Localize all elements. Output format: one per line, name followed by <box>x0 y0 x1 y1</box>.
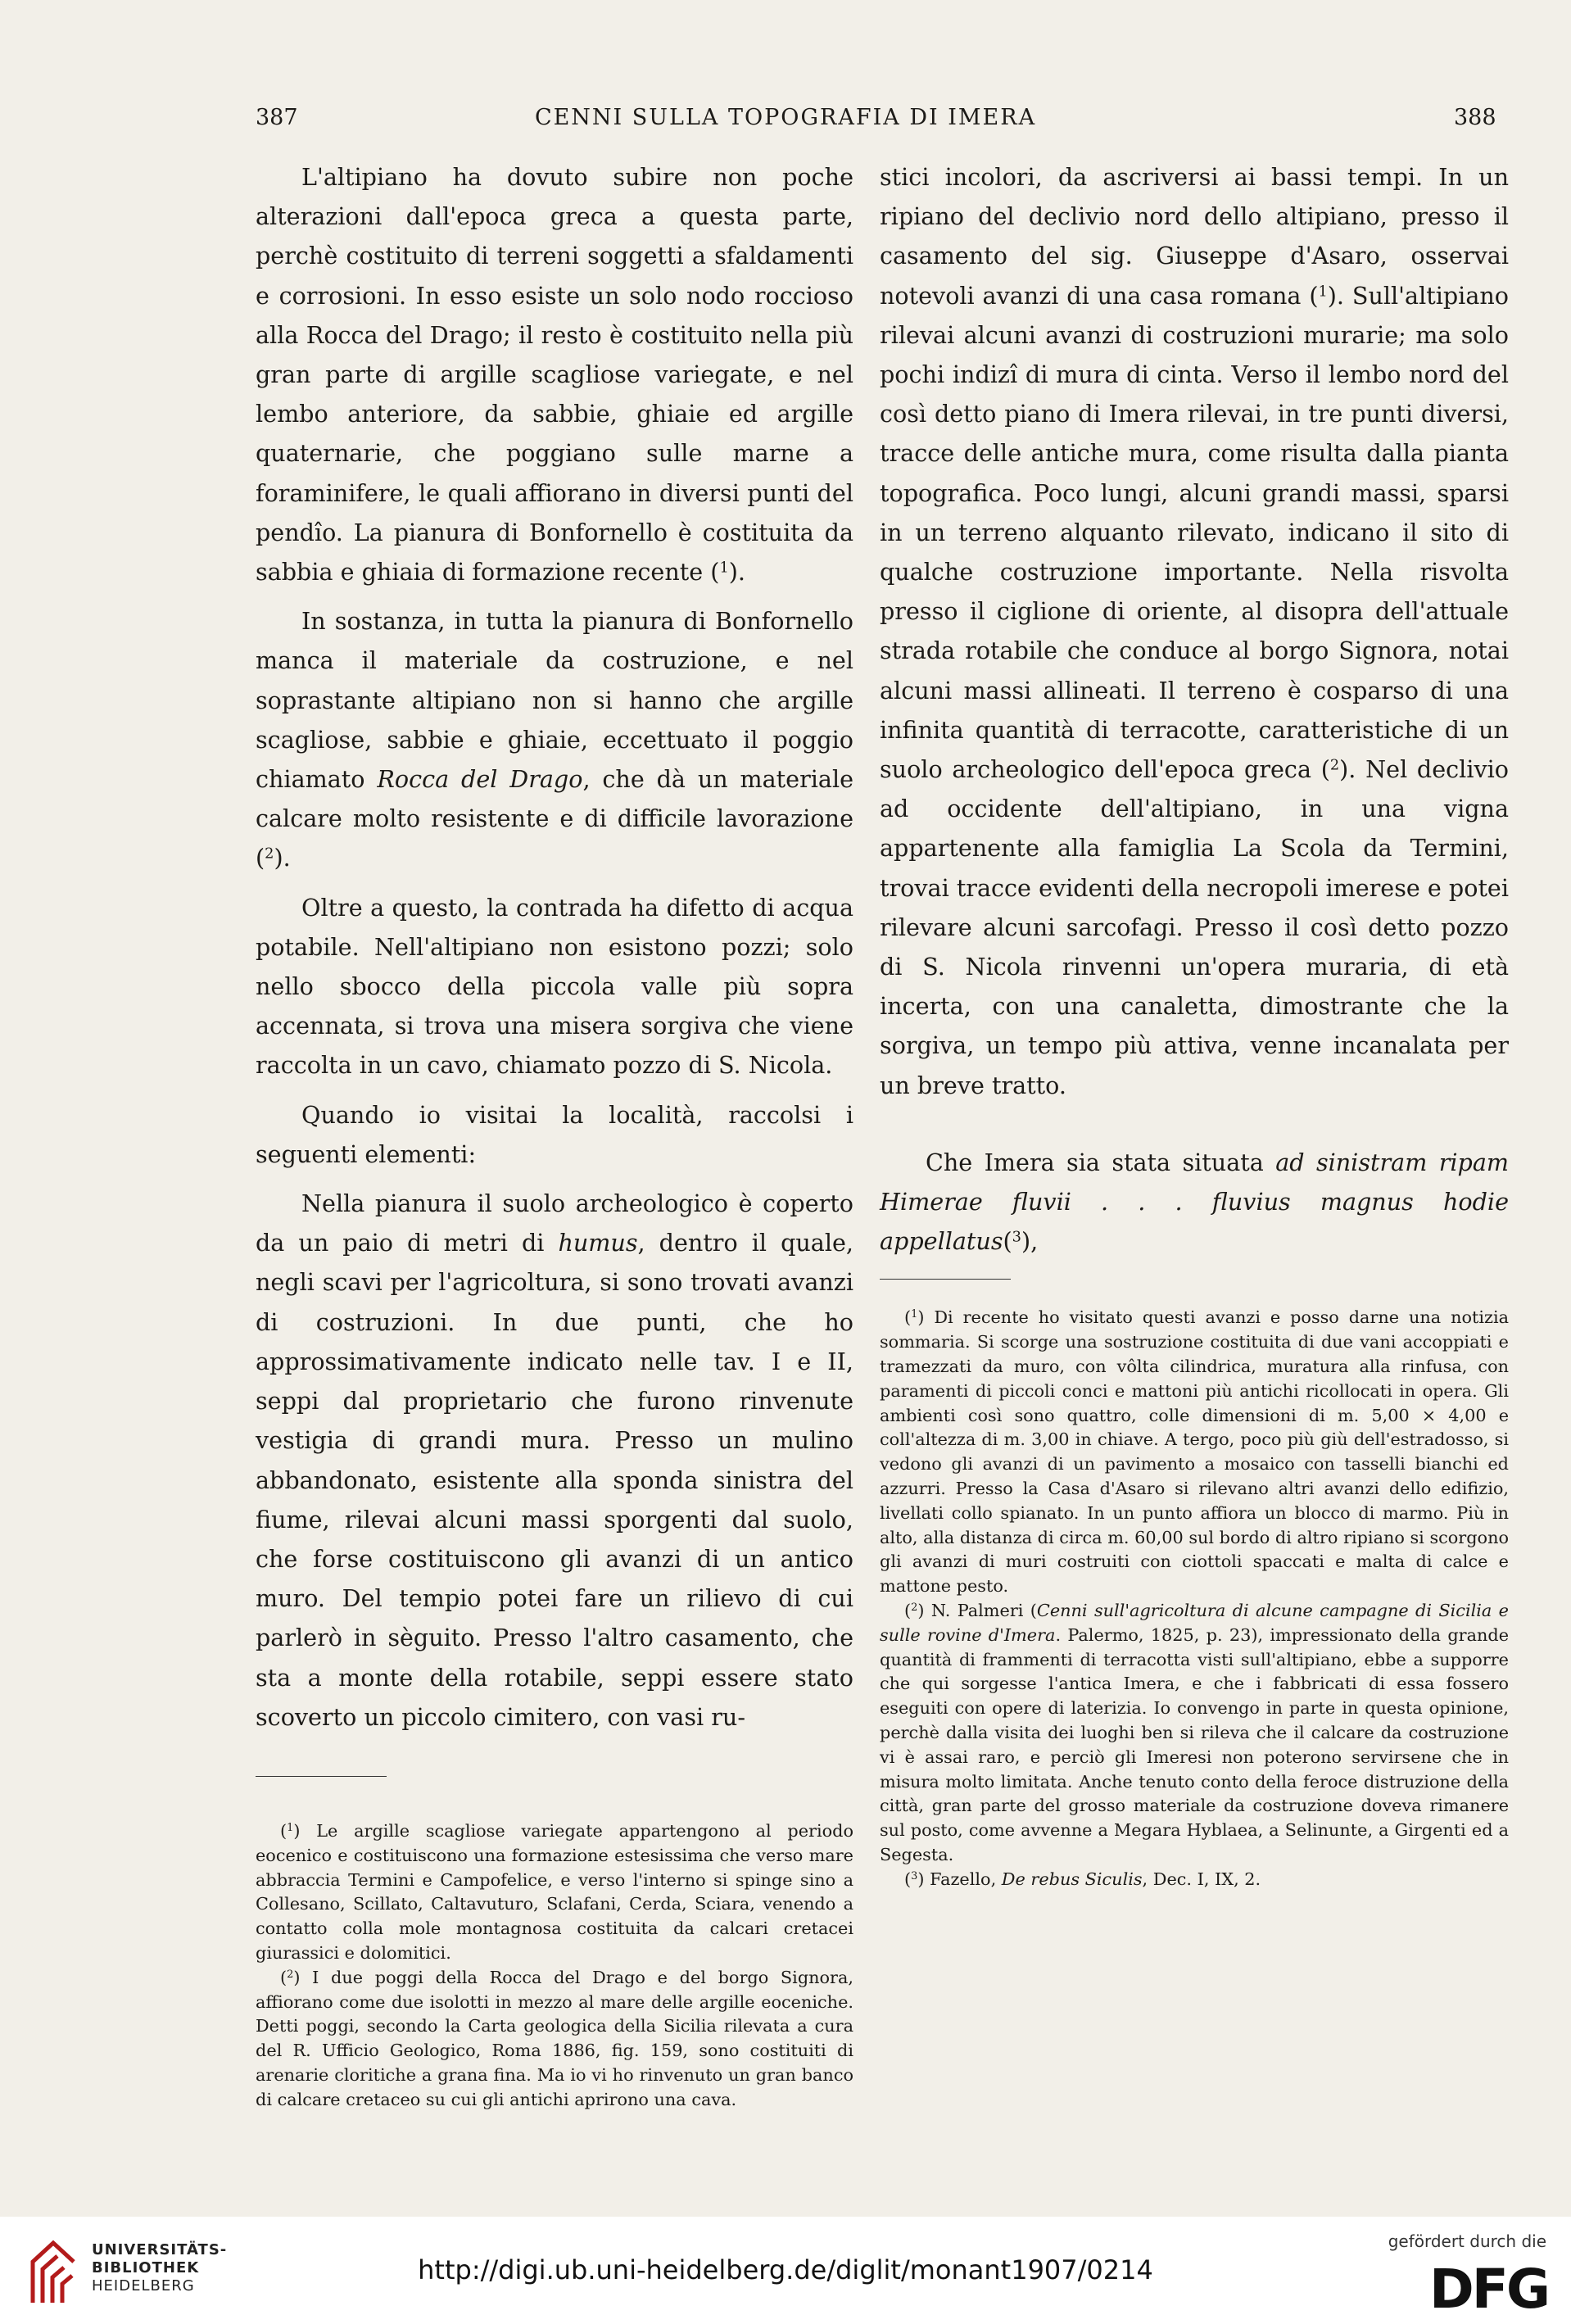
running-title: CENNI SULLA TOPOGRAFIA DI IMERA <box>534 105 1037 130</box>
paragraph: In sostanza, in tutta la pianura di Bonfornello manca il materiale da costruzione, e nel soprastante altipiano non si hanno che argille scagliose, sabbie e ghiaie, eccettuato il poggio chiamato Rocca del Drago, che dà un materiale calcare molto resistente e di difficile lavorazione ($^2$). <box>256 607 854 872</box>
paragraph: stici incolori, da ascriversi ai bassi tempi. In un ripiano del declivio nord dello altipiano, presso il casamento del sig. Giuseppe d'Asaro, osservai notevoli avanzi di una casa romana ($^1$). Sull'altipiano rilevai alcuni avanzi di costruzioni murarie; ma solo pochi indizî di mura di cinta. Verso il lembo nord del così detto piano di Imera rilevai, in tre punti diversi, tracce delle antiche mura, come risulta dalla pianta topografica. Poco lungi, alcuni grandi massi, sparsi in un terreno alquanto rilevato, indicano il sito di qualche costruzione importante. Nella risvolta presso il ciglione di oriente, al disopra dell'attuale strada rotabile che conduce al borgo Signora, notai alcuni massi allineati. Il terreno è cosparso di una infinita quantità di terracotte, caratteristiche di un suolo archeologico dell'epoca greca ($^2$). Nel declivio ad occidente dell'altipiano, in una vigna appartenente alla famiglia La Scola da Termini, trovai tracce evidenti della necropoli imerese e potei rilevare alcuni sarcofagi. Presso il così detto pozzo di S. Nicola rinvenni un'opera muraria, di età incerta, con una canaletta, dimostrante che la sorgiva, un tempo più attiva, venne incanalata per un breve tratto. <box>880 163 1509 1099</box>
paragraph: L'altipiano ha dovuto subire non poche alterazioni dall'epoca greca a questa parte, perchè costituito di terreni soggetti a sfaldamenti e corrosioni. In esso esiste un solo nodo roccioso alla Rocca del Drago; il resto è costituito nella più gran parte di argille scagliose variegate, e nel lembo anteriore, da sabbie, ghiaie ed argille quaternarie, che poggiano sulle marne a foraminifere, le quali affiorano in diversi punti del pendîo. La pianura di Bonfornello è costituita da sabbia e ghiaia di formazione recente ($^1$). <box>256 163 853 587</box>
library-name: UNIVERSITÄTS- BIBLIOTHEK HEIDELBERG <box>92 2241 228 2295</box>
running-header <box>0 105 1571 134</box>
digitization-footer <box>0 2217 1571 2324</box>
funding-note: gefördert durch die <box>1388 2231 1546 2251</box>
right-column <box>880 157 1509 1892</box>
page-number-left: 387 <box>256 105 298 130</box>
footnote-rule <box>880 1279 1011 1280</box>
footnote: ($^1$) Le argille scagliose variegate appartengono al periodo eocenico e costituiscono una formazione estesissima che verso mare abbraccia Termini e Campofelice, e verso l'interno si spinge sino a Collesano, Scillato, Caltavuturo, Sclafani, Cerda, Sciara, venendo a contatto colla mole montagnosa costituita da calcari cretacei giurassici e dolomitici. <box>256 1820 854 1963</box>
footnote: ($^1$) Di recente ho visitato questi avanzi e posso darne una notizia sommaria. Si scorge una sostruzione costituita di due vani accoppiati e tramezzati da muro, con vôlta cilindrica, muratura alla rinfusa, con paramenti di piccoli conci e mattoni più antichi ricollocati in opera. Gli ambienti così sono quattro, colle dimensioni di m. 5,00 × 4,00 e coll'altezza di m. 3,00 in chiave. A tergo, poco più giù dell'estradosso, si vedono gli avanzi di un pavimento a mosaico con tasselli bianchi ed azzurri. Presso la Casa d'Asaro si rilevano altri avanzi dello edifizio, livellati collo spianato. In un punto affiora un blocco di marmo. Più in alto, alla distanza di circa m. 60,00 sul bordo di altro ripiano si scorgono gli avanzi di muri costruiti con ciottoli spaccati e malta di calce e mattone pesto. <box>880 1307 1509 1597</box>
paragraph: Quando io visitai la località, raccolsi i seguenti elementi: <box>256 1100 853 1168</box>
footnote: ($^2$) I due poggi della Rocca del Drago e del borgo Signora, affiorano come due isolotti in mezzo al mare delle argille eoceniche. Detti poggi, secondo la Carta geologica della Sicilia rilevata a cura del R. Ufficio Geologico, Roma 1886, fig. 159, sono costituiti di arenarie cloritiche a grana fina. Ma io vi ho rinvenuto un gran banco di calcare cretaceo su cui gli antichi aprirono una cava. <box>256 1967 853 2109</box>
paragraph: Che Imera sia stata situata ad sinistram ripam Himerae fluvii . . . fluvius magnus hodie appellatus($^3$), <box>880 1148 1509 1256</box>
footnote-rule <box>256 1776 387 1777</box>
paragraph: Oltre a questo, la contrada ha difetto di acqua potabile. Nell'altipiano non esistono pozzi; solo nello sbocco della piccola valle più sopra accennata, si trova una misera sorgiva che viene raccolta in un cavo, chiamato pozzo di S. Nicola. <box>256 893 853 1080</box>
page-number-right: 388 <box>1454 105 1496 130</box>
footnote: ($^3$) Fazello, De rebus Siculis, Dec. I, IX, 2. <box>904 1869 1261 1889</box>
footnote: ($^2$) N. Palmeri (Cenni sull'agricoltura di alcune campagne di Sicilia e sulle rovine d'Imera. Palermo, 1825, p. 23), impressionato della grande quantità di frammenti di terracotta visti sull'altipiano, ebbe a supporre che qui sorgesse l'antica Imera, e che i fabbricati di essa fossero eseguiti con opere di laterizia. Io convengo in parte in questa opinione, perchè dalla visita dei luoghi ben si rileva che il calcare da costruzione vi è assai raro, e perciò gli Imeresi non poterono servirsene che in misura molto limitata. Anche tenuto conto della feroce distruzione della città, gran parte del grosso materiale da costruzione doveva rimanere sul posto, come avvenne a Megara Hyblaea, a Selinunte, a Girgenti ed a Segesta. <box>880 1601 1510 1865</box>
source-url-link[interactable]: http://digi.ub.uni-heidelberg.de/diglit/monant1907/0214 <box>418 2254 1153 2285</box>
dfg-logo[interactable]: DFG <box>1428 2258 1548 2321</box>
paragraph: Nella pianura il suolo archeologico è coperto da un paio di metri di humus, dentro il quale, negli scavi per l'agricoltura, si sono trovati avanzi di costruzioni. In due punti, che ho approssimativamente indicato nelle tav. I e II, seppi dal proprietario che furono rinvenute vestigia di grandi mura. Presso un mulino abbandonato, esistente alla sponda sinistra del fiume, rilevai alcuni massi sporgenti dal suolo, che forse costituiscono gli avanzi di un antico muro. Del tempio potei fare un rilievo di cui parlerò in sèguito. Presso l'altro casamento, che sta a monte della rotabile, seppi essere stato scoverto un piccolo cimitero, con vasi ru- <box>256 1189 853 1731</box>
left-column <box>256 157 853 2112</box>
